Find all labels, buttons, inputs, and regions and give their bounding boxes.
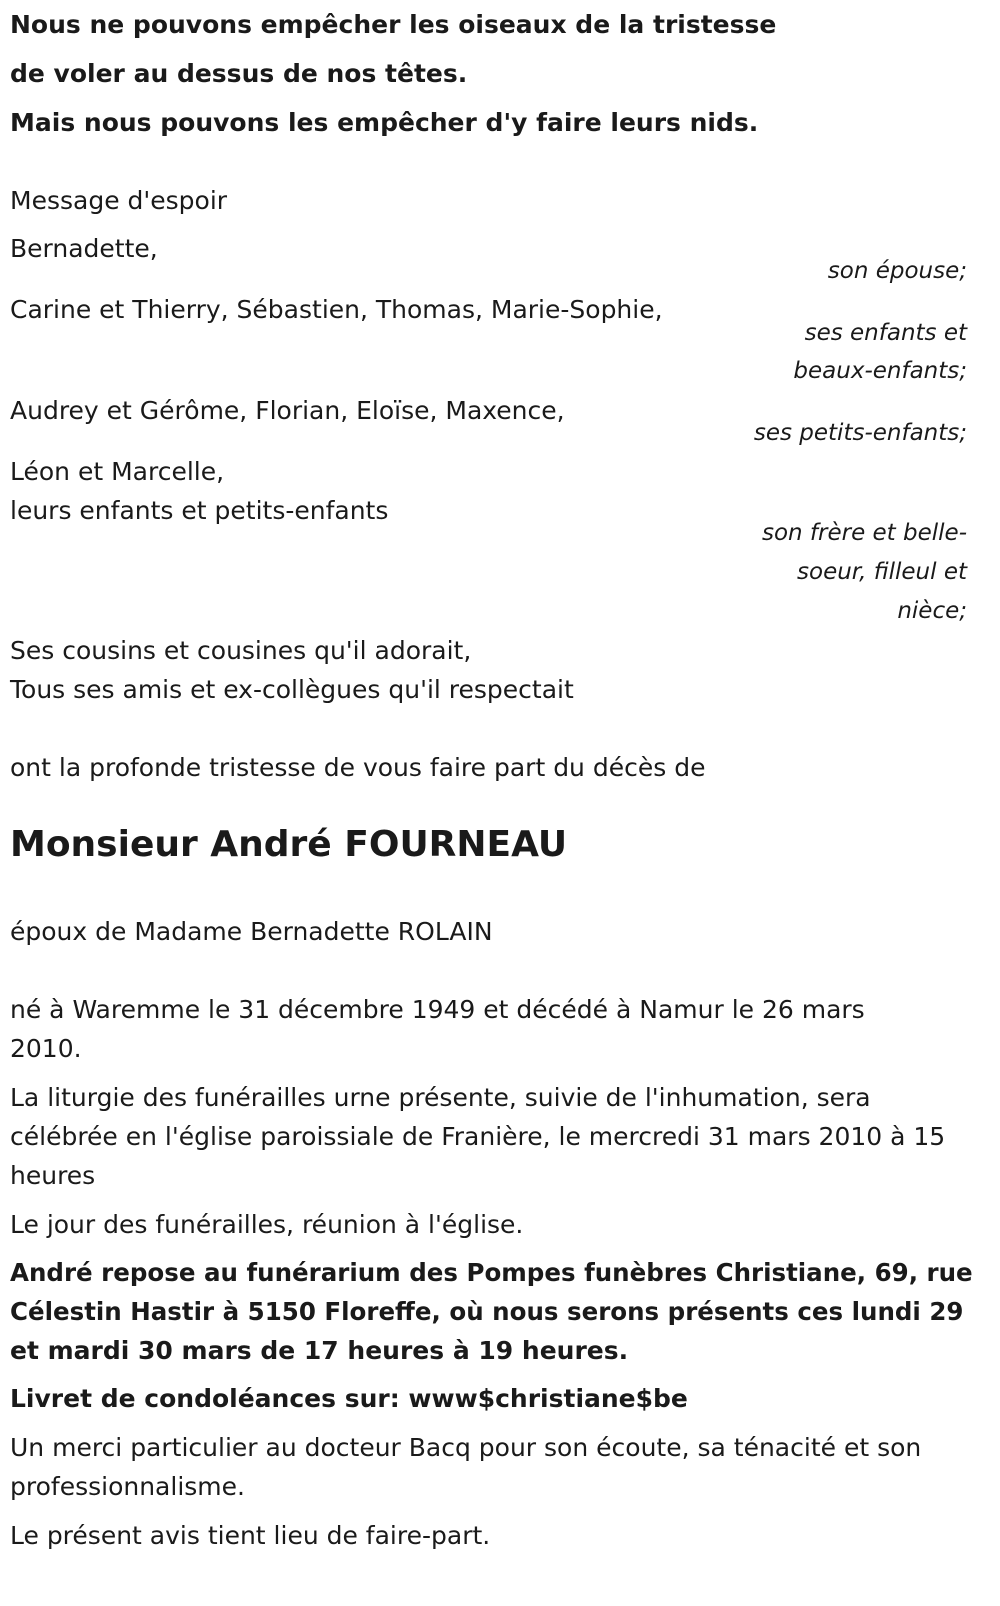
family-names-brother-1: Léon et Marcelle, [10, 457, 225, 486]
funerarium-line-1: André repose au funérarium des Pompes funèbres Christiane, 69, rue [10, 1258, 973, 1287]
quote-line-2: de voler au dessus de nos têtes. [10, 59, 468, 88]
funerarium-line-3: et mardi 30 mars de 17 heures à 19 heures. [10, 1336, 629, 1365]
spouse-text: époux de Madame Bernadette ROLAIN [10, 917, 493, 946]
birth-death-line-2: 2010. [10, 1034, 82, 1063]
family-names-spouse: Bernadette, [10, 234, 158, 263]
quote-line-3: Mais nous pouvons les empêcher d'y faire leurs nids. [10, 108, 759, 137]
friends-text: Tous ses amis et ex-collègues qu'il respectait [10, 675, 574, 704]
family-relation-brother-1: son frère et belle- [761, 520, 967, 546]
liturgy-line-2: célébrée en l'église paroissiale de Franière, le mercredi 31 mars 2010 à 15 [10, 1122, 946, 1151]
announcement-text: ont la profonde tristesse de vous faire part du décès de [10, 753, 706, 782]
family-relation-brother-3: nièce; [897, 598, 967, 624]
birth-death-line-1: né à Waremme le 31 décembre 1949 et décédé à Namur le 26 mars [10, 995, 865, 1024]
thanks-line-2: professionnalisme. [10, 1472, 245, 1501]
cousins-text: Ses cousins et cousines qu'il adorait, [10, 636, 472, 665]
deceased-name: Monsieur André FOURNEAU [10, 824, 568, 865]
family-relation-grandchildren: ses petits-enfants; [753, 420, 967, 446]
condolences-text: Livret de condoléances sur: www$christiane$be [10, 1384, 688, 1413]
family-relation-children-1: ses enfants et [804, 320, 967, 346]
liturgy-line-1: La liturgie des funérailles urne présente, suivie de l'inhumation, sera [10, 1083, 871, 1112]
liturgy-line-3: heures [10, 1161, 96, 1190]
family-names-grandchildren: Audrey et Gérôme, Florian, Eloïse, Maxence, [10, 396, 565, 425]
quote-line-1: Nous ne pouvons empêcher les oiseaux de la tristesse [10, 10, 777, 39]
family-names-children: Carine et Thierry, Sébastien, Thomas, Marie-Sophie, [10, 295, 663, 324]
thanks-line-1: Un merci particulier au docteur Bacq pour son écoute, sa ténacité et son [10, 1433, 922, 1462]
reunion-text: Le jour des funérailles, réunion à l'église. [10, 1210, 524, 1239]
family-relation-children-2: beaux-enfants; [793, 358, 967, 384]
funerarium-line-2: Célestin Hastir à 5150 Floreffe, où nous serons présents ces lundi 29 [10, 1297, 964, 1326]
notice-text: Le présent avis tient lieu de faire-part. [10, 1521, 491, 1550]
family-relation-spouse: son épouse; [827, 258, 967, 284]
family-relation-brother-2: soeur, filleul et [797, 559, 967, 585]
intro-text: Message d'espoir [10, 186, 228, 215]
family-names-brother-2: leurs enfants et petits-enfants [10, 496, 389, 525]
